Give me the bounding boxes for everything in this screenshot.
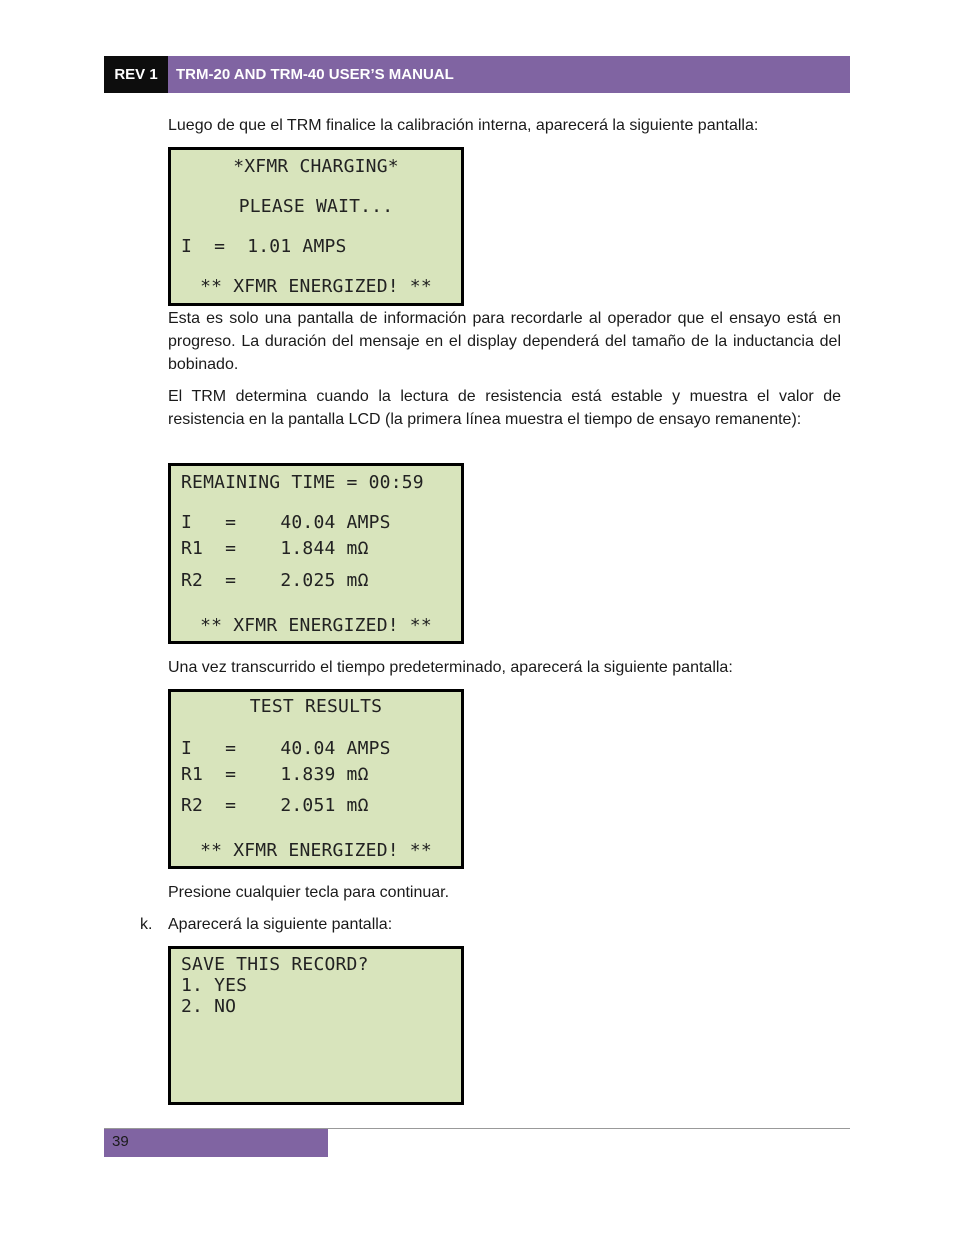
lcd-screen-charging xyxy=(168,147,464,306)
lcd-line: ** XFMR ENERGIZED! ** xyxy=(200,840,432,861)
lcd-screen-test-results xyxy=(168,689,464,869)
lcd-line: I = 40.04 AMPS xyxy=(181,738,391,759)
lcd-line: 1. YES xyxy=(181,975,248,996)
paragraph-intro: Luego de que el TRM finalice la calibración interna, aparecerá la siguiente pantalla: xyxy=(168,117,759,134)
revision-label: REV 1 xyxy=(104,56,168,93)
paragraph-continue: Presione cualquier tecla para continuar. xyxy=(168,884,450,901)
lcd-line: R2 = 2.051 mΩ xyxy=(181,795,369,816)
lcd-line: R1 = 1.844 mΩ xyxy=(181,538,369,559)
lcd-line: 2. NO xyxy=(181,996,237,1017)
page-number: 39 xyxy=(104,1129,328,1157)
lcd-line: PLEASE WAIT... xyxy=(238,196,394,217)
step-marker: k. xyxy=(140,916,153,933)
lcd-line: R2 = 2.025 mΩ xyxy=(181,570,369,591)
lcd-line: I = 1.01 AMPS xyxy=(181,236,347,257)
paragraph-next-screen: Aparecerá la siguiente pantalla: xyxy=(168,916,393,933)
lcd-line: REMAINING TIME = 00:59 xyxy=(181,472,424,493)
lcd-line: SAVE THIS RECORD? xyxy=(181,954,369,975)
lcd-line: R1 = 1.839 mΩ xyxy=(181,764,369,785)
lcd-screen-save-record xyxy=(168,946,464,1105)
lcd-line: I = 40.04 AMPS xyxy=(181,512,391,533)
manual-title: TRM-20 AND TRM-40 USER’S MANUAL xyxy=(168,56,850,93)
lcd-line: TEST RESULTS xyxy=(249,696,383,717)
lcd-line: *XFMR CHARGING* xyxy=(233,156,399,177)
lcd-line: ** XFMR ENERGIZED! ** xyxy=(200,615,432,636)
paragraph-stable: El TRM determina cuando la lectura de resistencia está estable y muestra el valor de resistencia en la pantalla LCD (la primera línea muestra el tiempo de ensayo remanente): xyxy=(168,388,841,428)
paragraph-info: Esta es solo una pantalla de información para recordarle al operador que el ensayo está en progreso. La duración del mensaje en el display dependerá del tamaño de la inductancia del bobinado. xyxy=(168,310,841,373)
lcd-line: ** XFMR ENERGIZED! ** xyxy=(200,276,432,297)
page-header xyxy=(104,56,850,93)
lcd-screen-remaining-time xyxy=(168,463,464,644)
paragraph-elapsed: Una vez transcurrido el tiempo predeterminado, aparecerá la siguiente pantalla: xyxy=(168,659,733,676)
